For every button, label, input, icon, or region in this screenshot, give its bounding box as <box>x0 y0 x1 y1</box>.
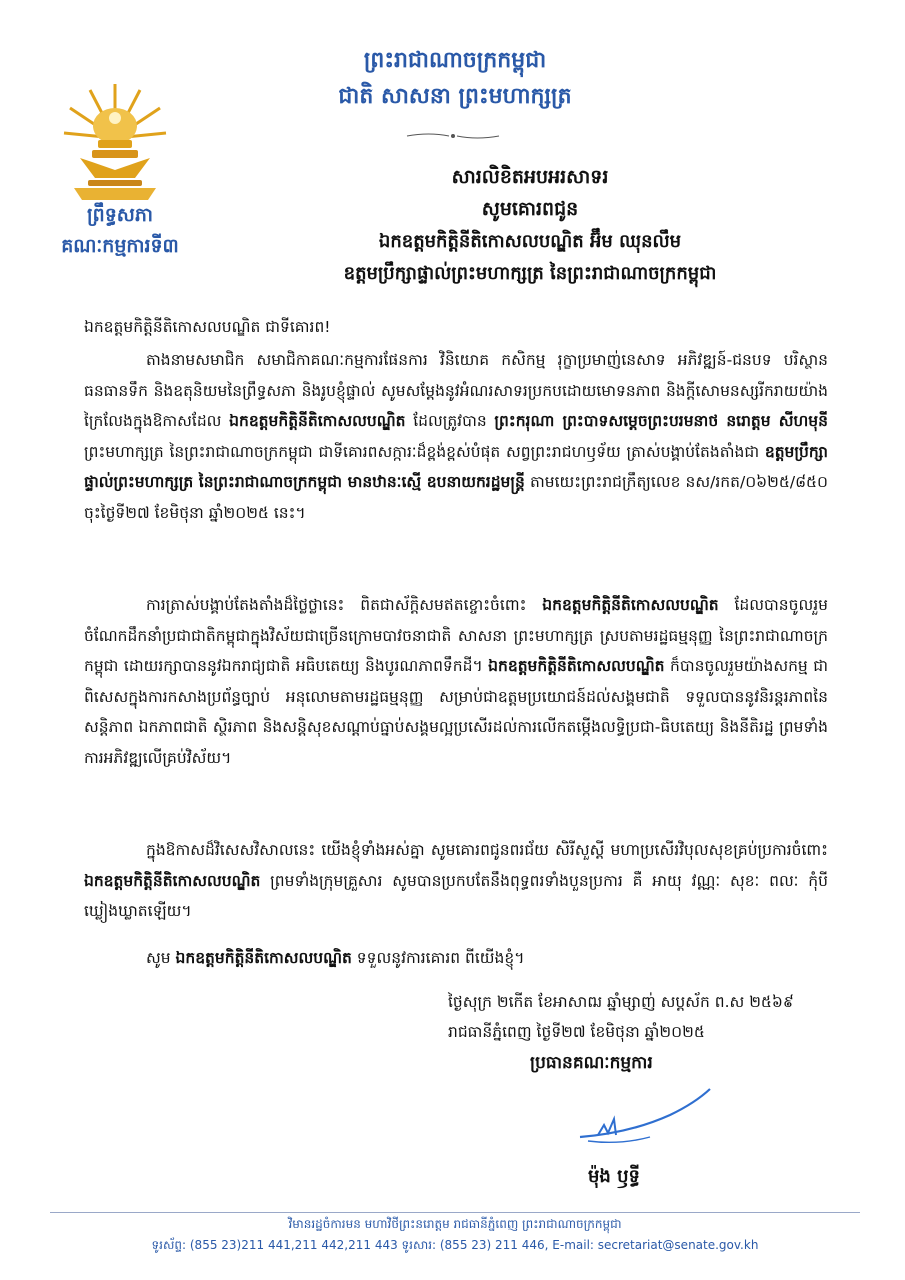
city-date: រាជធានីភ្នំពេញ ថ្ងៃទី២៧ ខែមិថុនា ឆ្នាំ២០២៥ <box>448 1023 705 1041</box>
committee-name: គណៈកម្មការទី៣ <box>61 235 179 257</box>
letter-addressing: សូមគោរពជូន <box>481 198 579 220</box>
handwritten-signature-icon <box>560 1075 720 1155</box>
paragraph-2: ការត្រាស់បង្គាប់តែងតាំងដ៏ថ្លៃថ្លានេះ ពិតជាស័ក្តិសមឥតខ្ចោះចំពោះ ឯកឧត្តមកិត្តិនីតិកោសលបណ្ឌិត ដែលបានចូលរួមចំណែកដឹកនាំប្រជាជាតិកម្ពុជាក្នុងវិស័យជាច្រើនក្រោមបាវចនាជាតិ សាសនា ព្រះមហាក្សត្រ ស្របតាមរដ្ឋធម្មនុញ្ញ នៃព្រះរាជាណាចក្រកម្ពុជា ដោយរក្សាបាននូវឯករាជ្យជាតិ អធិបតេយ្យ និងបូរណភាពទឹកដី។ ឯកឧត្តមកិត្តិនីតិកោសលបណ្ឌិត ក៏បានចូលរួមយ៉ាងសកម្ម ជាពិសេសក្នុងការកសាងប្រព័ន្ធច្បាប់ អនុលោមតាមរដ្ឋធម្មនុញ្ញ សម្រាប់ជាឧត្តមប្រយោជន៍ដល់សង្គមជាតិ ទទួលបាននូវនិរន្តរភាពនៃសន្តិភាព ឯកភាពជាតិ ស្ថិរភាព និងសន្តិសុខសណ្តាប់ធ្នាប់សង្គមល្អប្រសើរដល់ការលើកតម្កើងលទ្ធិប្រជា-ធិបតេយ្យ និងនីតិរដ្ឋ ព្រមទាំងការអភិវឌ្ឍលើគ្រប់វិស័យ។ <box>84 596 828 767</box>
salutation: ឯកឧត្តមកិត្តិនីតិកោសលបណ្ឌិត ជាទីគោរព! <box>84 318 331 336</box>
paragraph-1: តាងនាមសមាជិក សមាជិកាគណៈកម្មការផែនការ វិនិយោគ កសិកម្ម រុក្ខាប្រមាញ់នេសាទ អភិវឌ្ឍន៍-ជនបទ បរិស្ថាន ធនធានទឹក និងឧតុនិយមនៃព្រឹទ្ធសភា និងរូបខ្ញុំផ្ទាល់ សូមសម្តែងនូវអំណរសាទរប្រកបដោយមោទនភាព និងក្តីសោមនស្សរីករាយយ៉ាងក្រៃលែងក្នុងឱកាសដែល ឯកឧត្តមកិត្តិនីតិកោសលបណ្ឌិត ដែលត្រូវបាន ព្រះករុណា ព្រះបាទសម្តេចព្រះបរមនាថ នរោត្តម សីហមុនី ព្រះមហាក្សត្រ នៃព្រះរាជាណាចក្រកម្ពុជា ជាទីគោរពសក្ការៈដ៏ខ្ពង់ខ្ពស់បំផុត សព្វព្រះរាជហឫទ័យ ត្រាស់បង្គាប់តែងតាំងជា ឧត្តមប្រឹក្សាផ្ទាល់ព្រះមហាក្សត្រ នៃព្រះរាជាណាចក្រកម្ពុជា មានឋានៈស្មើ ឧបនាយករដ្ឋមន្ត្រី តាមយេះព្រះរាជក្រឹត្យលេខ នស/រកត/០៦២៥/៨៥០ ចុះថ្ងៃទី២៧ ខែមិថុនា ឆ្នាំ២០២៥ នេះ។ <box>84 351 828 522</box>
footer-address: វិមានរដ្ឋចំការមន មហាវិថីព្រះនរោត្តម រាជធានីភ្នំពេញ ព្រះរាជាណាចក្រកម្ពុជា <box>288 1217 622 1231</box>
letter-title: សារលិខិតអបអរសាទរ <box>451 166 609 188</box>
footer-contact: ទូរស័ព្ទ: (855 23)211 441,211 442,211 443 ទូរសារ: (855 23) 211 446, E-mail: secretariat@senate.gov.kh <box>151 1238 759 1252</box>
signer-name: ម៉ុង ឫទ្ធី <box>588 1166 640 1187</box>
recipient-position: ឧត្តមប្រឹក្សាផ្ទាល់ព្រះមហាក្សត្រ នៃព្រះរាជាណាចក្រកម្ពុជា <box>343 263 717 284</box>
paragraph-4: សូម ឯកឧត្តមកិត្តិនីតិកោសលបណ្ឌិត ទទួលនូវការគោរព ពីយើងខ្ញុំ។ <box>146 949 525 967</box>
footer-divider <box>50 1212 860 1213</box>
signer-title: ប្រធានគណៈកម្មការ <box>530 1053 653 1073</box>
kingdom-motto-line2: ជាតិ សាសនា ព្រះមហាក្សត្រ <box>338 83 572 109</box>
paragraph-3: ក្នុងឱកាសដ៏វិសេសវិសាលនេះ យើងខ្ញុំទាំងអស់គ្នា សូមគោរពជូនពរជ័យ សិរីសួស្តី មហាប្រសើរវិបុលសុខគ្រប់ប្រការចំពោះ ឯកឧត្តមកិត្តិនីតិកោសលបណ្ឌិត ព្រមទាំងក្រុមគ្រួសារ សូមបានប្រកបតែនឹងពុទ្ធពរទាំងបួនប្រការ គឺ អាយុ វណ្ណៈ សុខៈ ពលៈ កុំបីឃ្លៀងឃ្លាតឡើយ។ <box>84 841 828 920</box>
recipient-name: ឯកឧត្តមកិត្តិនីតិកោសលបណ្ឌិត អ៊ឹម ឈុនលឹម <box>378 231 682 252</box>
divider-ornament-icon <box>405 126 501 136</box>
kingdom-motto-line1: ព្រះរាជាណាចក្រកម្ពុជា <box>363 47 547 73</box>
lunar-date: ថ្ងៃសុក្រ ២កើត ខែអាសាឍ ឆ្នាំម្សាញ់ សប្តស័ក ព.ស ២៥៦៩ <box>448 993 794 1011</box>
org-name: ព្រឹទ្ធសភា <box>87 204 153 226</box>
